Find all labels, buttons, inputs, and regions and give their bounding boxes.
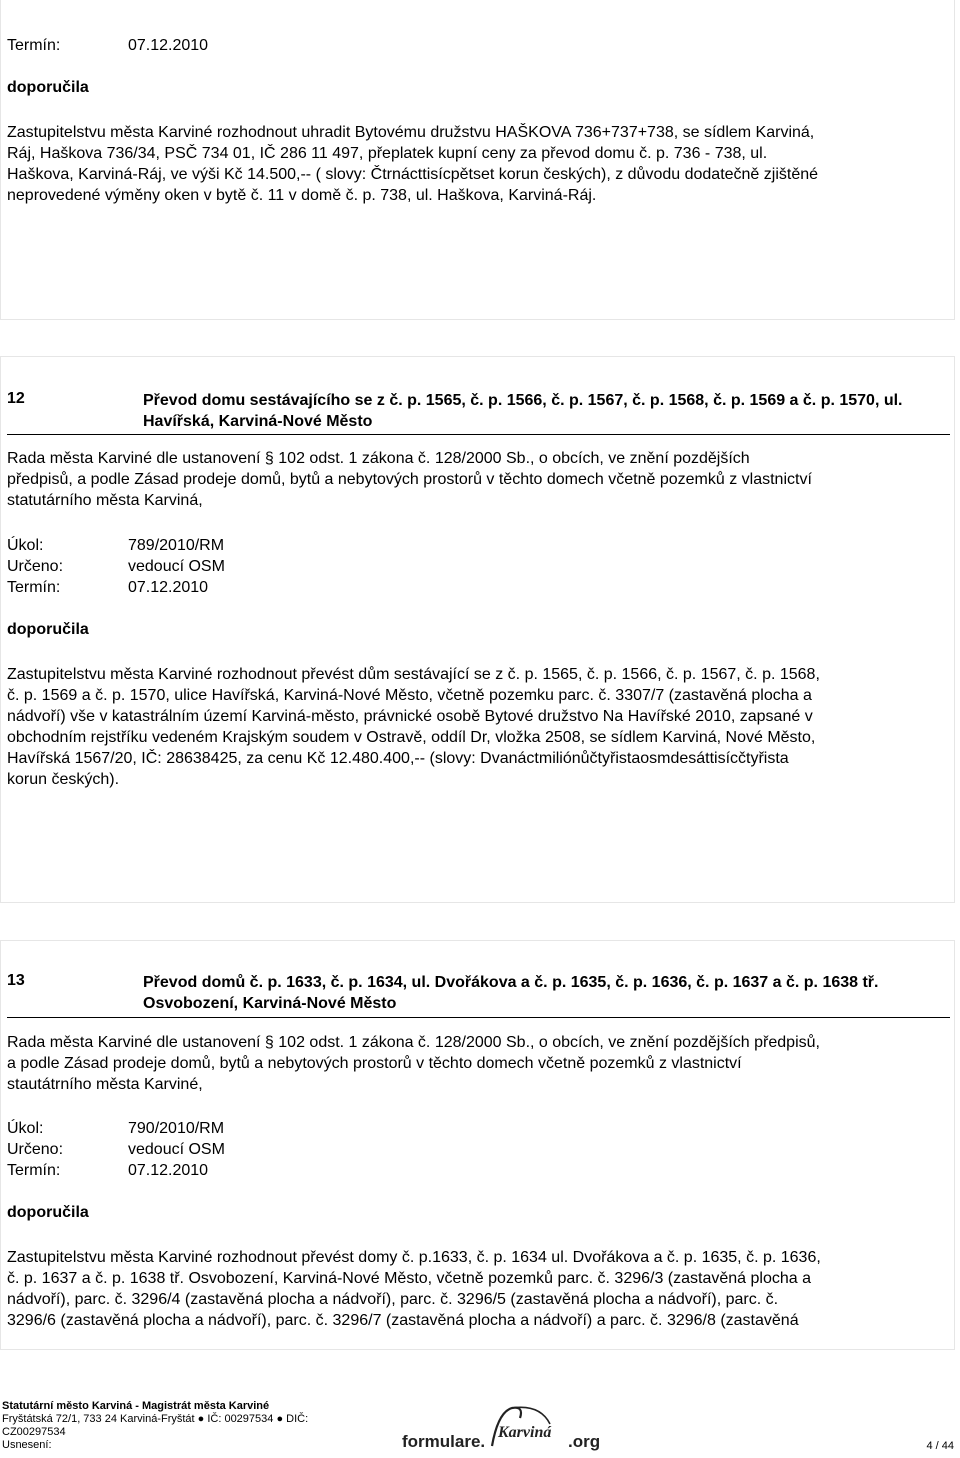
resolution-text (7, 122, 818, 206)
text-line: stautátrního města Karviné, (7, 1076, 203, 1093)
text-line: předpisů, a podle Zásad prodeje domů, bytů a nebytových prostorů v těchto domech včetně pozemků z vlastnictví (7, 471, 812, 488)
footer-address: Fryštátská 72/1, 733 24 Karviná-Fryštát ● IČ: 00297534 ● DIČ: (2, 1413, 309, 1425)
text-line: korun českých). (7, 771, 120, 788)
item-title: Převod domu sestávajícího se z č. p. 1565, č. p. 1566, č. p. 1567, č. p. 1568, č. p. 1569 a č. p. 1570, ul. Havířská, Karviná-Nové Město (143, 392, 903, 430)
resolution-text (7, 1247, 821, 1331)
text-line: 3296/6 (zastavěná plocha a nádvoří), parc. č. 3296/7 (zastavěná plocha a nádvoří) a parc. č. 3296/8 (zastavěná (7, 1312, 799, 1329)
text-line: nádvoří), parc. č. 3296/4 (zastavěná plocha a nádvoří), parc. č. 3296/5 (zastavěná plocha a nádvoří), parc. č. (7, 1291, 779, 1308)
urceno-value: vedoucí OSM (128, 1141, 225, 1158)
text-line: Zastupitelstvu města Karviné rozhodnout uhradit Bytovému družstvu HAŠKOVA 736+737+738, se sídlem Karviná, (7, 124, 815, 141)
logo-text-right: .org (568, 1432, 601, 1451)
termin-value: 07.12.2010 (128, 37, 209, 54)
urceno-label: Určeno: (7, 1141, 64, 1158)
ukol-label: Úkol: (7, 1120, 44, 1137)
footer-info (2, 1400, 308, 1452)
urceno-value: vedoucí OSM (128, 558, 225, 575)
footer-usneseni: Usnesení: (2, 1439, 52, 1451)
text-line: Haškova, Karviná-Ráj, ve výši Kč 14.500,-- ( slovy: Čtrnácttisícpětset korun českých), z důvodu dodatečně zjištěné (7, 166, 819, 183)
item-number: 12 (7, 390, 25, 407)
ukol-value: 790/2010/RM (128, 1120, 225, 1137)
action-label: doporučila (7, 621, 89, 638)
text-line: nádvoří) vše v katastrálním území Karviná-město, právnické osobě Bytové družstvo Na Havířské 2010, zapsané v (7, 708, 813, 725)
ukol-value: 789/2010/RM (128, 537, 225, 554)
title-rule (7, 1017, 950, 1018)
termin-value: 07.12.2010 (128, 579, 209, 596)
text-line: statutárního města Karviná, (7, 492, 203, 509)
logo-text-mid: Karviná (498, 1424, 552, 1441)
ukol-label: Úkol: (7, 537, 44, 554)
title-rule (7, 434, 950, 435)
text-line: Rada města Karviné dle ustanovení § 102 odst. 1 zákona č. 128/2000 Sb., o obcích, ve znění pozdějších (7, 450, 750, 467)
action-label: doporučila (7, 79, 89, 96)
page-number: 4 / 44 (926, 1440, 954, 1452)
action-label: doporučila (7, 1204, 89, 1221)
formulare-karvina-logo (400, 1404, 612, 1454)
text-line: Ráj, Haškova 736/34, PSČ 734 01, IČ 286 11 497, přeplatek kupní ceny za převod domu č. p. 736 - 738, ul. (7, 145, 768, 162)
intro-text (7, 448, 812, 511)
logo-text-left: formulare. (402, 1432, 486, 1451)
termin-value: 07.12.2010 (128, 1162, 209, 1179)
text-line: Havířská 1567/20, IČ: 28638425, za cenu Kč 12.480.400,-- (slovy: Dvanáctmiliónůčtyřistaosmdesáttisícčtyřista (7, 750, 789, 767)
termin-label: Termín: (7, 1162, 61, 1179)
text-line: a podle Zásad prodeje domů, bytů a nebytových prostorů v těchto domech včetně pozemků z vlastnictví (7, 1055, 742, 1072)
intro-text (7, 1032, 820, 1095)
logo-swoosh (512, 1407, 550, 1424)
resolution-text (7, 664, 820, 790)
item-title: Převod domů č. p. 1633, č. p. 1634, ul. Dvořákova a č. p. 1635, č. p. 1636, č. p. 1637 a č. p. 1638 tř. Osvobození, Karviná-Nové Město (143, 974, 879, 1012)
text-line: č. p. 1637 a č. p. 1638 tř. Osvobození, Karviná-Nové Město, včetně pozemků parc. č. 3296/3 (zastavěná plocha a (7, 1270, 811, 1287)
item-12-block (0, 356, 955, 903)
text-line: obchodním rejstříku vedeném Krajským soudem v Ostravě, oddíl Dr, vložka 2508, se sídlem Karviná, Nové Město, (7, 729, 816, 746)
text-line: Zastupitelstvu města Karviné rozhodnout převést dům sestávající se z č. p. 1565, č. p. 1566, č. p. 1567, č. p. 1568, (7, 666, 820, 683)
footer-dic: CZ00297534 (2, 1426, 66, 1438)
item-number: 13 (7, 972, 25, 989)
footer-org: Statutární město Karviná - Magistrát města Karviné (2, 1400, 270, 1412)
termin-label: Termín: (7, 579, 61, 596)
text-line: Zastupitelstvu města Karviné rozhodnout převést domy č. p.1633, č. p. 1634 ul. Dvořákova a č. p. 1635, č. p. 1636, (7, 1249, 821, 1266)
text-line: neprovedené výměny oken v bytě č. 11 v domě č. p. 738, ul. Haškova, Karviná-Ráj. (7, 187, 597, 204)
termin-label: Termín: (7, 37, 61, 54)
urceno-label: Určeno: (7, 558, 64, 575)
text-line: č. p. 1569 a č. p. 1570, ulice Havířská, Karviná-Nové Město, včetně pozemku parc. č. 3307/7 (zastavěná plocha a (7, 687, 812, 704)
text-line: Rada města Karviné dle ustanovení § 102 odst. 1 zákona č. 128/2000 Sb., o obcích, ve znění pozdějších předpisů, (7, 1034, 820, 1051)
